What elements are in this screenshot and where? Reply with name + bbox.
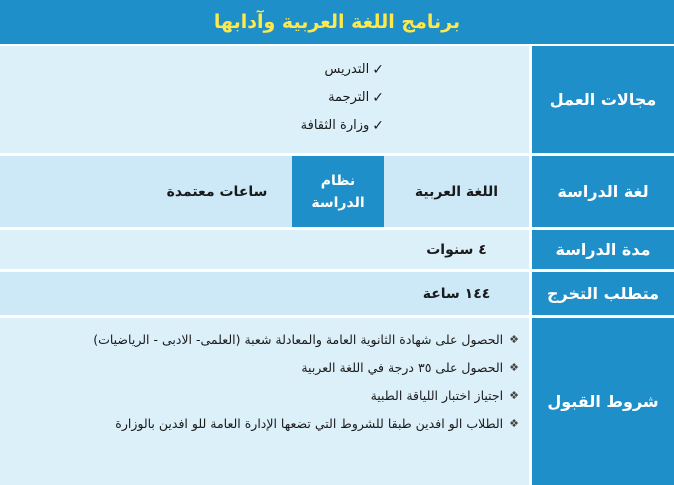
check-icon: ✓ [372, 118, 384, 134]
bullet-icon: ❖ [509, 333, 519, 346]
graduation-label: متطلب التخرج [532, 272, 674, 315]
study-system-value: ساعات معتمدة [166, 183, 268, 200]
bullet-icon: ❖ [509, 361, 519, 374]
study-language-row [0, 156, 674, 230]
list-item: ❖ الطلاب الو افدين طبقا للشروط التي تضعها الإدارة العامة للو افدين بالوزارة [8, 410, 519, 438]
work-fields-label: مجالات العمل [532, 46, 674, 153]
admission-label: شروط القبول [532, 318, 674, 485]
check-icon: ✓ [372, 90, 384, 106]
duration-content [0, 230, 529, 269]
check-icon: ✓ [372, 62, 384, 78]
list-item: ✓ الترجمة [0, 84, 384, 112]
work-fields-list [0, 46, 529, 140]
work-fields-row [0, 46, 674, 156]
bullet-icon: ❖ [509, 417, 519, 430]
list-item: ✓ وزارة الثقافة [0, 112, 384, 140]
program-title: برنامج اللغة العربية وآدابها [0, 0, 674, 46]
list-item: ❖ الحصول على شهادة الثانوية العامة والمعادلة شعبة (العلمى- الادبى - الرياضيات) [8, 326, 519, 354]
list-item: ❖ اجتياز اختبار اللياقة الطبية [8, 382, 519, 410]
study-language-value: اللغة العربية [414, 183, 499, 200]
list-item: ❖ الحصول على ٣٥ درجة في اللغة العربية [8, 354, 519, 382]
graduation-row [0, 272, 674, 318]
list-item: ✓ التدريس [0, 56, 384, 84]
graduation-content [0, 272, 529, 315]
work-fields-content [0, 46, 529, 153]
study-system-label: نظام الدراسة [292, 156, 384, 227]
graduation-value: ١٤٤ ساعة [422, 285, 491, 302]
admission-content [0, 318, 529, 485]
duration-value: ٤ سنوات [426, 241, 487, 258]
study-language-label: لغة الدراسة [532, 156, 674, 227]
study-language-content [0, 156, 529, 227]
duration-label: مدة الدراسة [532, 230, 674, 269]
duration-row [0, 230, 674, 272]
bullet-icon: ❖ [509, 389, 519, 402]
admission-row [0, 318, 674, 485]
admission-list [0, 318, 529, 438]
